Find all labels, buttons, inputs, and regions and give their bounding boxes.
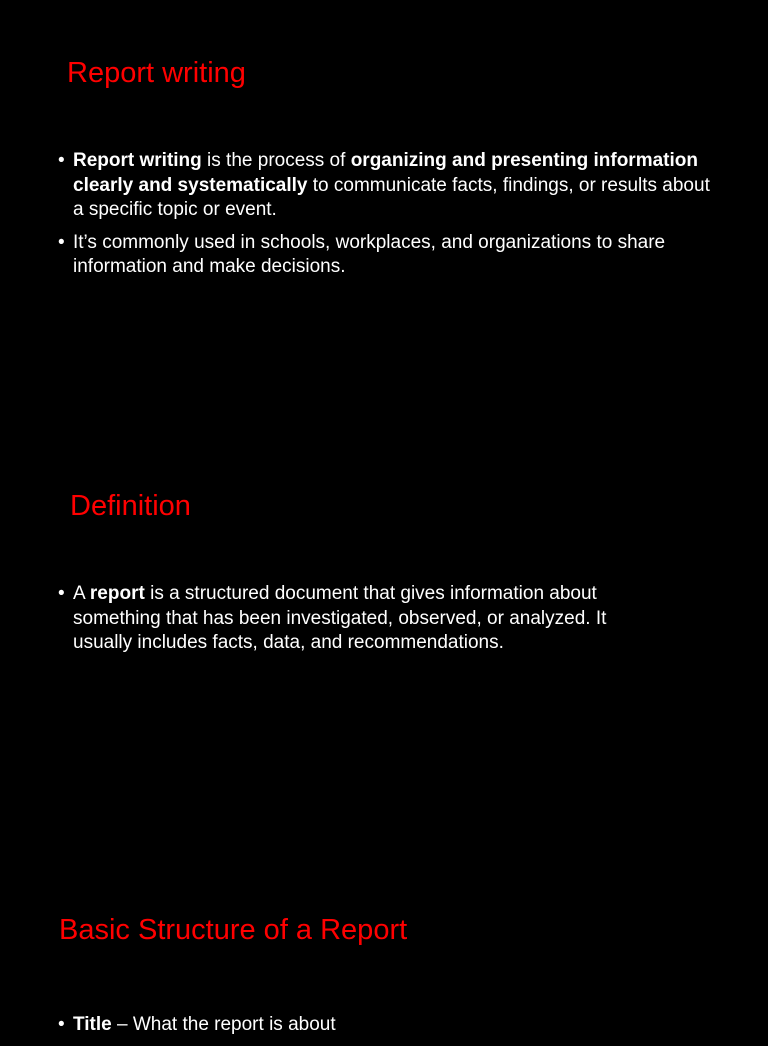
- slide-basic-structure: [0, 860, 768, 1035]
- bullet-list: [58, 149, 718, 288]
- slide-definition: [0, 440, 768, 860]
- bullet-list: [58, 582, 668, 664]
- bullet-text: report: [89, 583, 145, 604]
- bullet-text: Report writing: [73, 150, 202, 171]
- slide-title: Definition: [70, 490, 191, 522]
- bullet-text: – What the report is about: [111, 1014, 336, 1035]
- bullet-text: organizing and presenting information clearly and systematically: [73, 150, 698, 196]
- bullet-text: is a structured document that gives information about something that has been investigated, observed, or analyzed. It usually includes facts, data, and recommendations.: [73, 583, 607, 653]
- bullet-text: A: [73, 583, 90, 604]
- bullet-item: [58, 1013, 718, 1038]
- bullet-text: Title: [73, 1014, 112, 1035]
- slide-title: Basic Structure of a Report: [59, 914, 408, 946]
- bullet-item: [58, 231, 718, 280]
- slide-report-writing: [0, 0, 768, 440]
- bullet-text: to communicate facts, findings, or results about a specific topic or event.: [73, 174, 710, 220]
- bullet-item: [58, 582, 668, 656]
- bullet-list: [58, 1013, 718, 1046]
- slide-title: Report writing: [67, 57, 246, 89]
- bullet-text: It’s commonly used in schools, workplaces, and organizations to share information and make decisions.: [73, 231, 666, 277]
- bullet-item: [58, 149, 718, 223]
- bullet-text: is the process of: [201, 150, 351, 171]
